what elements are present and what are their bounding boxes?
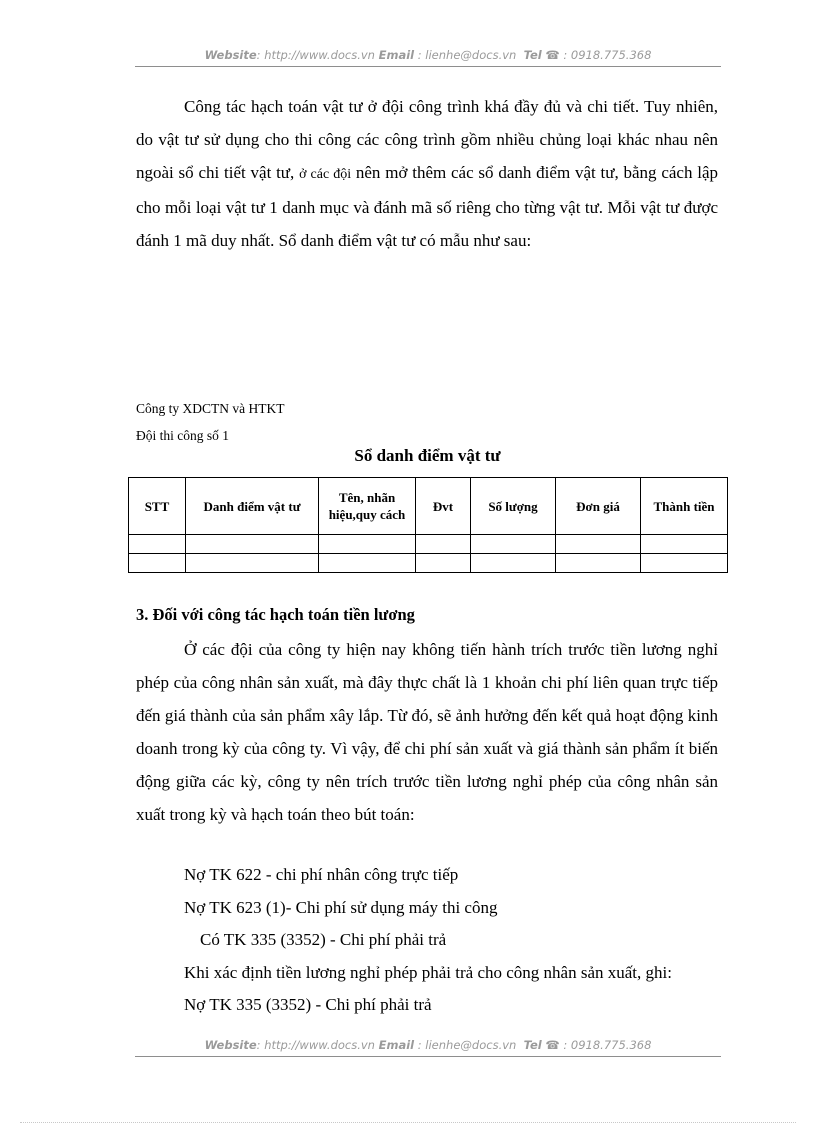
journal-note: Khi xác định tiền lương nghỉ phép phải trả cho công nhân sản xuất, ghi: bbox=[184, 963, 672, 982]
header-tel-label: Tel bbox=[523, 48, 542, 62]
ledger-col-unit: Đvt bbox=[416, 478, 471, 535]
section-heading: 3. Đối với công tác hạch toán tiền lương bbox=[136, 605, 415, 624]
footer-tel-value: ☎ : 0918.775.368 bbox=[545, 1038, 652, 1052]
journal-entry-credit-335: Có TK 335 (3352) - Chi phí phải trả bbox=[200, 930, 447, 949]
header-website-link[interactable]: : http://www.docs.vn bbox=[256, 48, 375, 62]
ledger-col-name: Tên, nhãn hiệu,quy cách bbox=[319, 478, 416, 535]
table-cell bbox=[471, 535, 556, 554]
table-cell bbox=[319, 535, 416, 554]
ledger-col-code: Danh điểm vật tư bbox=[186, 478, 319, 535]
journal-entry-debit-622: Nợ TK 622 - chi phí nhân công trực tiếp bbox=[184, 865, 459, 884]
table-cell bbox=[416, 535, 471, 554]
page-footer bbox=[135, 1038, 721, 1052]
header-tel-value: ☎ : 0918.775.368 bbox=[545, 48, 652, 62]
company-unit: Đội thi công số 1 bbox=[136, 428, 229, 443]
table-cell bbox=[416, 554, 471, 573]
header-email-link[interactable]: : lienhe@docs.vn bbox=[417, 48, 517, 62]
ledger-col-quantity: Số lượng bbox=[471, 478, 556, 535]
header-email-label: Email bbox=[378, 48, 415, 62]
table-cell bbox=[641, 554, 728, 573]
intro-text-b: nên mở thêm các sổ danh điểm vật tư, bằng cách lập cho mỗi loại vật tư 1 danh mục và đánh mã số riêng cho từng vật tư. Mỗi vật tư được đánh 1 mã duy nhất. Sổ danh điểm vật tư có mẫu như sau: bbox=[136, 163, 719, 250]
ledger-col-price: Đơn giá bbox=[556, 478, 641, 535]
company-name: Công ty XDCTN và HTKT bbox=[136, 401, 285, 416]
table-cell bbox=[129, 535, 186, 554]
page-header bbox=[135, 48, 721, 62]
ledger-col-stt: STT bbox=[129, 478, 186, 535]
footer-website-link[interactable]: : http://www.docs.vn bbox=[256, 1038, 375, 1052]
table-cell bbox=[129, 554, 186, 573]
intro-text-a: Công tác hạch toán vật tư ở đội công trình khá đầy đủ và chi tiết. Tuy nhiên, do vật tư sử dụng cho thi công các công trình gồm nhiều chủng loại khác nhau nên ngoài sổ chi tiết vật tư, bbox=[136, 97, 718, 182]
ledger-header-row bbox=[129, 478, 728, 535]
section-paragraph: Ở các đội của công ty hiện nay không tiến hành trích trước tiền lương nghỉ phép của công nhân sản xuất, mà đây thực chất là 1 khoản chi phí liên quan trực tiếp đến giá thành của sản phẩm xây lắp. Từ đó, sẽ ảnh hưởng đến kết quả hoạt động kinh doanh trong kỳ của công ty. Vì vậy, để chi phí sản xuất và giá thành sản phẩm ít biến động giữa các kỳ, công ty nên trích trước tiền lương nghỉ phép của công nhân sản xuất trong kỳ và hạch toán theo bút toán: bbox=[136, 640, 718, 824]
table-row bbox=[129, 535, 728, 554]
table-cell bbox=[471, 554, 556, 573]
ledger-col-amount: Thành tiền bbox=[641, 478, 728, 535]
table-row bbox=[129, 554, 728, 573]
footer-email-label: Email bbox=[378, 1038, 415, 1052]
table-cell bbox=[186, 535, 319, 554]
footer-divider bbox=[135, 1056, 721, 1057]
table-cell bbox=[319, 554, 416, 573]
journal-entry-debit-623: Nợ TK 623 (1)- Chi phí sử dụng máy thi công bbox=[184, 898, 498, 917]
footer-website-label: Website bbox=[204, 1038, 257, 1052]
header-divider bbox=[135, 66, 721, 67]
table-cell bbox=[556, 554, 641, 573]
table-cell bbox=[556, 535, 641, 554]
ledger-table bbox=[128, 477, 728, 573]
footer-tel-label: Tel bbox=[523, 1038, 542, 1052]
header-website-label: Website bbox=[204, 48, 257, 62]
table-cell bbox=[186, 554, 319, 573]
intro-paragraph bbox=[136, 90, 718, 257]
intro-text-small: ở các đội bbox=[299, 167, 352, 182]
ledger-title: Sổ danh điểm vật tư bbox=[354, 446, 501, 465]
journal-entry-debit-335: Nợ TK 335 (3352) - Chi phí phải trả bbox=[184, 995, 432, 1014]
footer-email-link[interactable]: : lienhe@docs.vn bbox=[417, 1038, 517, 1052]
table-cell bbox=[641, 535, 728, 554]
